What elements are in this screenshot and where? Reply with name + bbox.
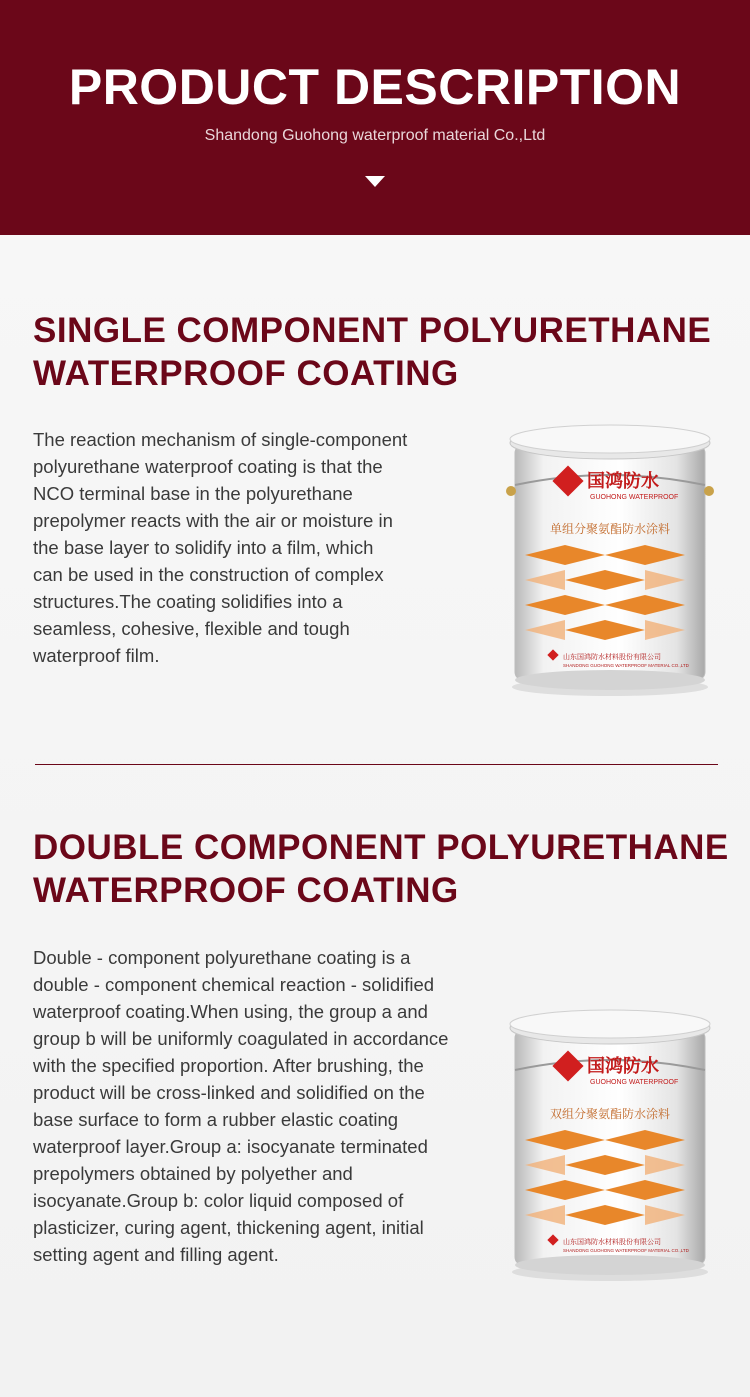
paragraph-line: The reaction mechanism of single-component: [33, 429, 408, 450]
paragraph-line: Double - component polyurethane coating is a: [33, 947, 411, 968]
section-title-single: [33, 309, 733, 395]
brand-name-en: GUOHONG WATERPROOF: [590, 494, 679, 501]
maker-name-en: SHANDONG GUOHONG WATERPROOF MATERIAL CO.,LTD: [563, 663, 689, 668]
paragraph-line: polyurethane waterproof coating is that the: [33, 456, 383, 477]
company-subtitle: Shandong Guohong waterproof material Co.,Ltd: [204, 127, 546, 144]
paragraph-line: the base layer to solidify into a film, which: [33, 537, 374, 558]
paragraph-line: isocyanate.Group b: color liquid composed of: [33, 1190, 404, 1211]
brand-name-en: GUOHONG WATERPROOF: [590, 1079, 679, 1086]
paragraph-line: seamless, cohesive, flexible and tough: [33, 618, 350, 639]
chevron-down-icon: [365, 176, 385, 187]
paragraph-line: waterproof film.: [33, 645, 160, 666]
maker-name: 山东国鸿防水材料股份有限公司: [563, 653, 661, 661]
brand-name: 国鸿防水: [587, 1056, 659, 1077]
paragraph-line: with the specified proportion. After brushing, the: [33, 1055, 424, 1076]
paragraph-line: can be used in the construction of complex: [33, 564, 384, 585]
brand-name: 国鸿防水: [587, 471, 659, 492]
product-name: 单组分聚氨酯防水涂料: [549, 522, 671, 536]
section-title-double: [33, 826, 733, 912]
header-banner: [0, 0, 750, 235]
paragraph-line: product will be cross-linked and solidified on the: [33, 1082, 425, 1103]
paragraph-line: setting agent and filling agent.: [33, 1244, 279, 1265]
paragraph-line: prepolymers obtained by polyether and: [33, 1163, 353, 1184]
page-title: PRODUCT DESCRIPTION: [68, 59, 682, 115]
section-title-line: WATERPROOF COATING: [33, 354, 459, 393]
product-bucket-image-double: [495, 1000, 725, 1285]
paragraph-line: double - component chemical reaction - solidified: [33, 974, 435, 995]
paragraph-line: group b will be uniformly coagulated in accordance: [33, 1028, 449, 1049]
section-paragraph-single: [33, 426, 407, 669]
paragraph-line: waterproof coating.When using, the group a and: [33, 1001, 428, 1022]
section-divider: [35, 764, 718, 765]
maker-name-en: SHANDONG GUOHONG WATERPROOF MATERIAL CO.,LTD: [563, 1248, 689, 1253]
paragraph-line: base surface to form a rubber elastic coating: [33, 1109, 399, 1130]
paragraph-line: prepolymer reacts with the air or moisture in: [33, 510, 393, 531]
maker-name: 山东国鸿防水材料股份有限公司: [563, 1238, 661, 1246]
section-title-line: WATERPROOF COATING: [33, 871, 459, 910]
product-bucket-image-single: [495, 415, 725, 700]
section-paragraph-double: [33, 944, 448, 1268]
product-name: 双组分聚氨酯防水涂料: [549, 1107, 671, 1121]
paragraph-line: structures.The coating solidifies into a: [33, 591, 343, 612]
section-title-line: DOUBLE COMPONENT POLYURETHANE: [33, 828, 729, 867]
paragraph-line: NCO terminal base in the polyurethane: [33, 483, 353, 504]
section-title-line: SINGLE COMPONENT POLYURETHANE: [33, 311, 712, 350]
paragraph-line: plasticizer, curing agent, thickening agent, initial: [33, 1217, 424, 1238]
paragraph-line: waterproof layer.Group a: isocyanate terminated: [33, 1136, 428, 1157]
